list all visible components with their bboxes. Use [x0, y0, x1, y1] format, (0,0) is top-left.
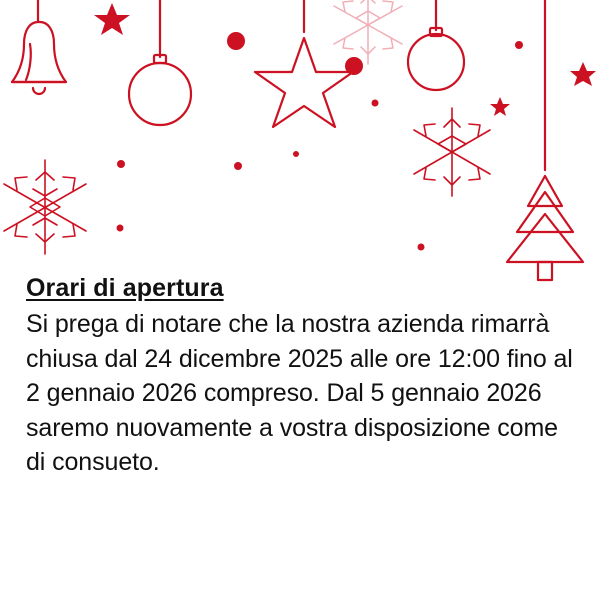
- dot-icon: [227, 32, 245, 50]
- dot-icon: [293, 151, 299, 157]
- snowflake-icon: [334, 0, 402, 64]
- dot-icon: [117, 225, 124, 232]
- snowflake-icon: [414, 108, 490, 196]
- notice-body: Si prega di notare che la nostra azienda rimarrà chiusa dal 24 dicembre 2025 alle ore 12:00 fino al 2 gennaio 2026 compreso. Dal 5 gennaio 2026 saremo nuovamente a vostra disposizione come di consueto.: [26, 310, 573, 476]
- hanging-star-ornament: [255, 0, 353, 127]
- dot-icon: [515, 41, 523, 49]
- dot-icon: [234, 162, 242, 170]
- star-icon: [94, 3, 130, 35]
- hanging-bauble-ornament: [129, 0, 191, 125]
- star-icon: [490, 97, 510, 116]
- dot-icon: [117, 160, 125, 168]
- star-icon: [570, 62, 596, 86]
- notice-block: [26, 272, 574, 480]
- hanging-bauble-ornament: [408, 0, 464, 90]
- hanging-christmas-tree-ornament: [507, 0, 583, 280]
- snowflake-icon: [4, 160, 86, 254]
- dot-icon: [418, 244, 425, 251]
- notice-title: Orari di apertura: [26, 274, 224, 302]
- dot-icon: [345, 57, 363, 75]
- dot-icon: [372, 100, 379, 107]
- hanging-bell-ornament: [12, 0, 66, 94]
